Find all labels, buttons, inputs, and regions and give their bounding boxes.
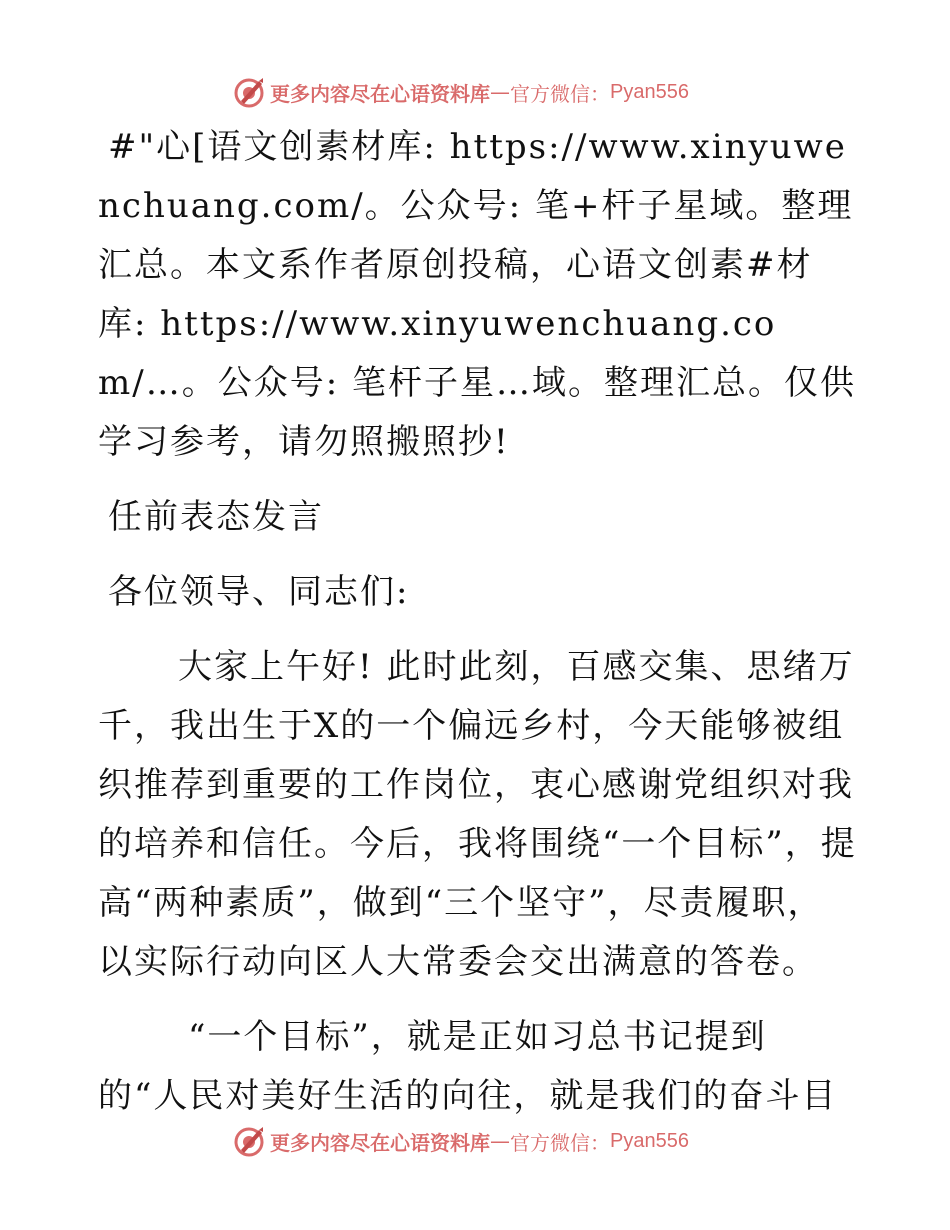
footer-watermark [232, 1121, 689, 1161]
header-watermark [232, 72, 689, 112]
header-watermark-main: 更多内容尽在心语资料库 [270, 81, 490, 106]
brush-logo-icon [232, 75, 266, 109]
header-watermark-sub: 官方微信： [510, 81, 610, 106]
document-body [98, 118, 858, 1126]
notice-paragraph: #"心[语文创素材库: https://www.xinyuwenchuang.com/。公众号: 笔+杆子星域。整理汇总。本文系作者原创投稿，心语文创素#材库: https://www.xinyuwenchuang.com/…。公众号: 笔杆子星…域。整理汇总。仅供学习参考，请勿照搬照抄! [98, 127, 856, 462]
header-watermark-dash: — [490, 80, 510, 104]
header-watermark-contact: Pyan556 [610, 80, 689, 103]
footer-watermark-main: 更多内容尽在心语资料库 [270, 1130, 490, 1155]
body-paragraph-1: 大家上午好! 此时此刻，百感交集、思绪万千，我出生于X的一个偏远乡村，今天能够被组织推荐到重要的工作岗位，衷心感谢党组织对我的培养和信任。今后，我将围绕“一个目标”，提高“两种素质”，做到“三个坚守”，尽责履职，以实际行动向区人大常委会交出满意的答卷。 [98, 647, 857, 982]
salutation: 各位领导、同志们: [108, 572, 410, 612]
footer-watermark-contact: Pyan556 [610, 1129, 689, 1152]
document-title: 任前表态发言 [108, 497, 324, 537]
body-paragraph-2: “一个目标”，就是正如习总书记提到的“人民对美好生活的向往，就是我们的奋斗目 [98, 1017, 838, 1116]
brush-logo-icon [232, 1124, 266, 1158]
footer-watermark-sub: 官方微信： [510, 1130, 610, 1155]
footer-watermark-dash: — [490, 1129, 510, 1153]
